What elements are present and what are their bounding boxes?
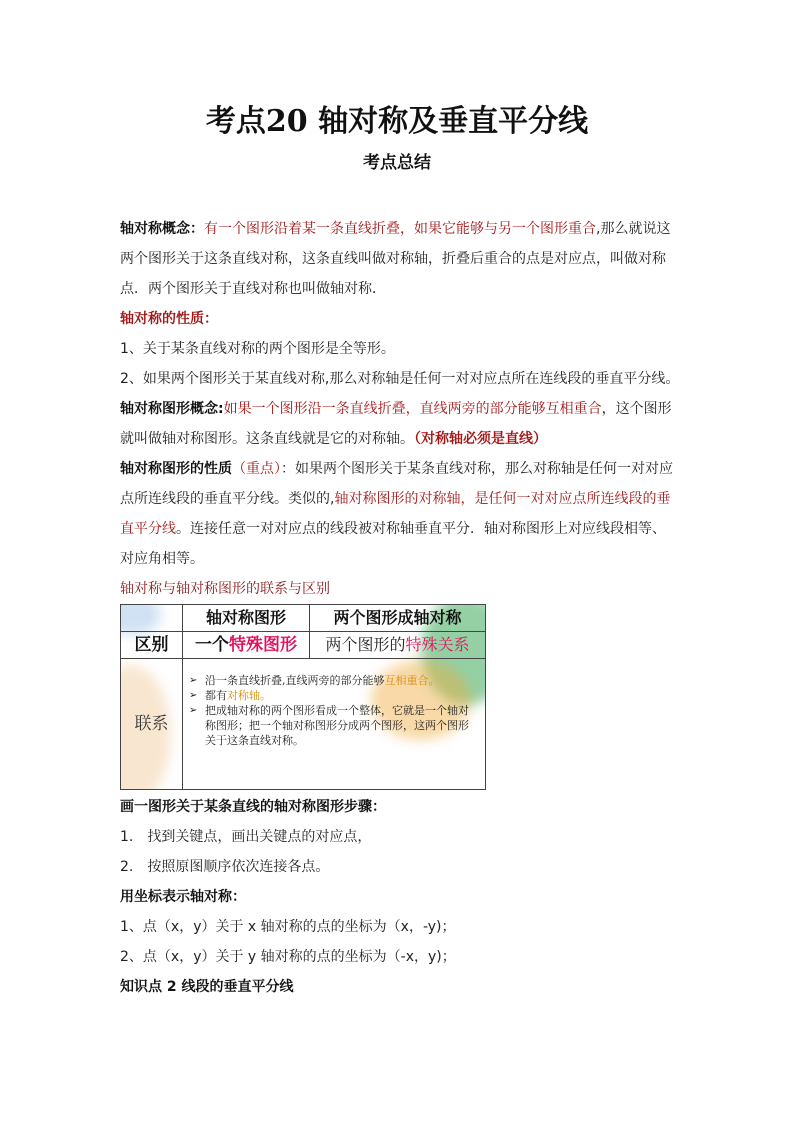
figure-properties-paragraph [120,454,676,574]
figure-concept-red-text: 如果一个图形沿一条直线折叠，直线两旁的部分能够互相重合 [223,401,602,417]
row1-col2-b: 特殊关系 [405,635,470,654]
header-col2: 两个图形成轴对称 [310,605,485,632]
coord-item-2: 2、点（x，y）关于 y 轴对称的点的坐标为（-x，y)； [120,949,456,965]
figure-properties-text1: ：如果两个图形关于某条直线对称，那么对称轴是任何一对对应点所连线段的垂直平分线。类似的, [120,461,673,507]
coord-item-1: 1、点（x，y）关于 x 轴对称的点的坐标为（x，-y)； [120,919,456,935]
coords-label: 用坐标表示轴对称： [120,889,246,905]
figure-properties-red-text: 轴对称图形的对称轴，是任何一对对应点所连线段的垂直平分线 [120,491,671,537]
row1-col1-a: 一个 [195,635,229,655]
row1-label: 区别 [121,632,183,659]
arrow-right-bullet-icon: ➢ [189,705,198,716]
page-title: 考点20 轴对称及垂直平分线 [205,104,589,139]
bullet-item-3 [189,703,479,748]
properties-label: 轴对称的性质： [120,311,218,327]
bullet-item-2 [189,688,479,703]
relation-bullet-list [189,673,479,748]
row1-col1-b: 特殊图形 [229,635,297,655]
arrow-right-bullet-icon: ➢ [189,675,198,686]
next-section-heading: 知识点 2 线段的垂直平分线 [120,979,294,995]
figure-properties-text2: 。连接任意一对对应点的线段被对称轴垂直平分．轴对称图形上对应线段相等、对应角相等。 [120,521,666,567]
steps-label: 画一图形关于某条直线的轴对称图形步骤： [120,799,386,815]
bullet-2-highlight: 对称轴 [227,689,260,702]
bullet-1-text: 沿一条直线折叠,直线两旁的部分能够 [205,674,385,687]
property-item-1: 1、关于某条直线对称的两个图形是全等形。 [120,341,395,357]
header-empty-cell [121,605,183,632]
concept-label: 轴对称概念： [120,221,204,237]
row1-col2-a: 两个图形的 [325,635,406,654]
bullet-item-1 [189,673,479,688]
figure-concept-note: （对称轴必须是直线） [414,431,547,447]
header-col1: 轴对称图形 [183,605,310,632]
bullet-3-text: 把成轴对称的两个图形看成一个整体，它就是一个轴对称图形；把一个轴对称图形分成两个图形，这两个图形关于这条直线对称。 [205,704,469,747]
comparison-table [120,604,486,790]
bullet-2-text: 都有 [205,689,227,702]
figure-concept-label: 轴对称图形概念: [120,401,224,417]
row1-col2 [310,632,485,659]
arrow-right-bullet-icon: ➢ [189,690,198,701]
document-body [120,214,680,1002]
step-item-1: 1. 找到关键点，画出关键点的对应点， [120,829,372,845]
figure-properties-tag: （重点） [232,461,281,477]
row1-col1 [183,632,310,659]
figure-properties-label: 轴对称图形的性质 [120,461,232,477]
concept-rest-text: ,那么就说这两个图形关于这条直线对称，这条直线叫做对称轴，折叠后重合的点是对应点，叫做对称点．两个图形关于直线对称也叫做轴对称． [120,221,671,297]
bullet-1-end: 。 [428,674,440,687]
property-item-2: 2、如果两个图形关于某直线对称,那么对称轴是任何一对对应点所在连线段的垂直平分线。 [120,371,680,387]
figure-concept-paragraph [120,394,676,454]
figure-concept-rest-text: ，这个图形就叫做轴对称图形。这条直线就是它的对称轴。 [120,401,672,447]
row2-label: 联系 [121,659,183,789]
bullet-1-highlight: 互相重合 [384,674,429,687]
step-item-2: 2. 按照原图顺序依次连接各点。 [120,859,330,875]
concept-red-text: 有一个图形沿着某一条直线折叠，如果它能够与另一个图形重合 [204,221,596,237]
table-caption: 轴对称与轴对称图形的联系与区别 [120,581,330,597]
page-subtitle: 考点总结 [363,153,431,173]
bullet-2-end: 。 [260,689,271,702]
concept-paragraph [120,214,676,304]
